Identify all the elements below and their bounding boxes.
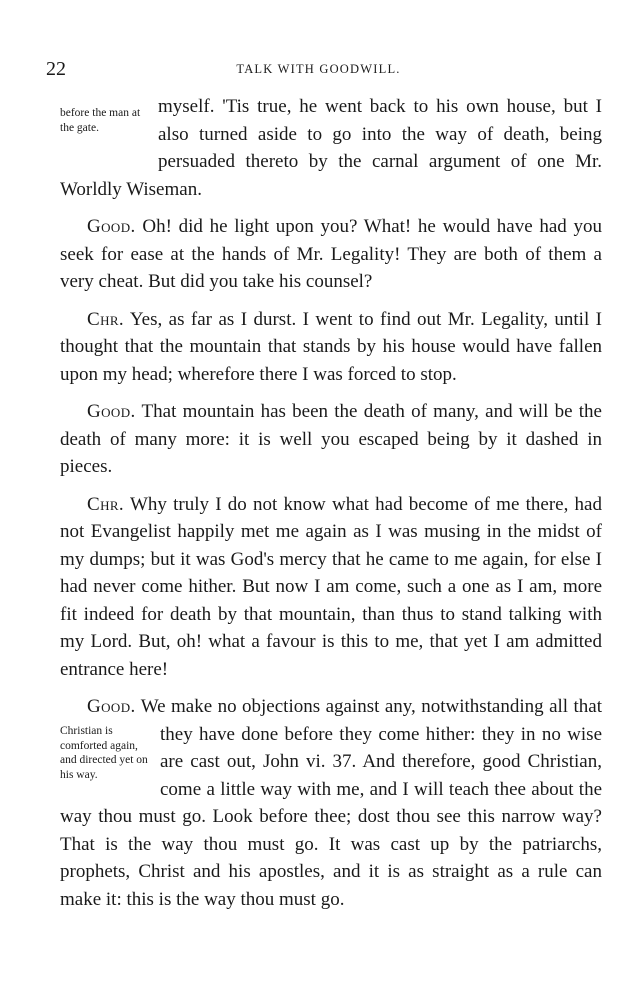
speaker-label: Chr. bbox=[87, 493, 125, 515]
paragraph-text: That mountain has been the death of many, and will be the death of many more: it is well you escaped being by it dashed in pieces. bbox=[60, 401, 602, 477]
speaker-label: Good. bbox=[87, 401, 136, 422]
paragraph bbox=[60, 93, 602, 203]
speaker-label: Good. bbox=[87, 696, 136, 717]
paragraph-text: Why truly I do not know what had become of me there, had not Evangelist happily met me again as I was musing in the midst of my dumps; but it was God's mercy that he came to me again, for else I had never come hither. But now I am come, such a one as I am, more fit indeed for death by that mountain, than thus to stand talking with my Lord. But, oh! what a favour is this to me, that yet I am admitted entrance here! bbox=[60, 493, 602, 680]
speaker-label: Good. bbox=[87, 216, 136, 237]
paragraph-text: Yes, as far as I durst. I went to find out Mr. Legality, until I thought that the mountain that stands by his house would have fallen upon my head; wherefore there I was forced to stop. bbox=[60, 308, 602, 385]
paragraph bbox=[60, 213, 602, 296]
paragraph bbox=[60, 306, 602, 389]
paragraph-text: Oh! did he light upon you? What! he would have had you seek for ease at the hands of Mr. Legality! They are both of them a very cheat. But did you take his counsel? bbox=[60, 216, 602, 292]
page-number: 22 bbox=[46, 58, 66, 80]
paragraph-text: We make no objections against any, notwithstanding all that they have done before they come hither: they in no wise are cast out, John vi. 37. And therefore, good Christian, come a little way with me, and I will teach thee about the way thou must go. Look before thee; dost thou see this narrow way? That is the way thou must go. It was cast up by the patriarchs, prophets, Christ and his apostles, and it is as straight as a rule can make it: this is the way thou must go. bbox=[60, 696, 602, 910]
paragraph bbox=[60, 491, 602, 684]
margin-note: before the man at the gate. bbox=[60, 107, 141, 134]
paragraph bbox=[60, 398, 602, 481]
running-head: TALK WITH GOODWILL. bbox=[236, 62, 401, 76]
paragraph bbox=[60, 693, 602, 913]
body-text bbox=[60, 93, 602, 923]
speaker-label: Chr. bbox=[87, 308, 125, 330]
margin-note: Christian is comforted again, and directed yet on his way. bbox=[60, 725, 148, 781]
paragraph-text: myself. 'Tis true, he went back to his own house, but I also turned aside to go into the way of death, being persuaded thereto by the carnal argument of one Mr. Worldly Wiseman. bbox=[60, 96, 602, 200]
